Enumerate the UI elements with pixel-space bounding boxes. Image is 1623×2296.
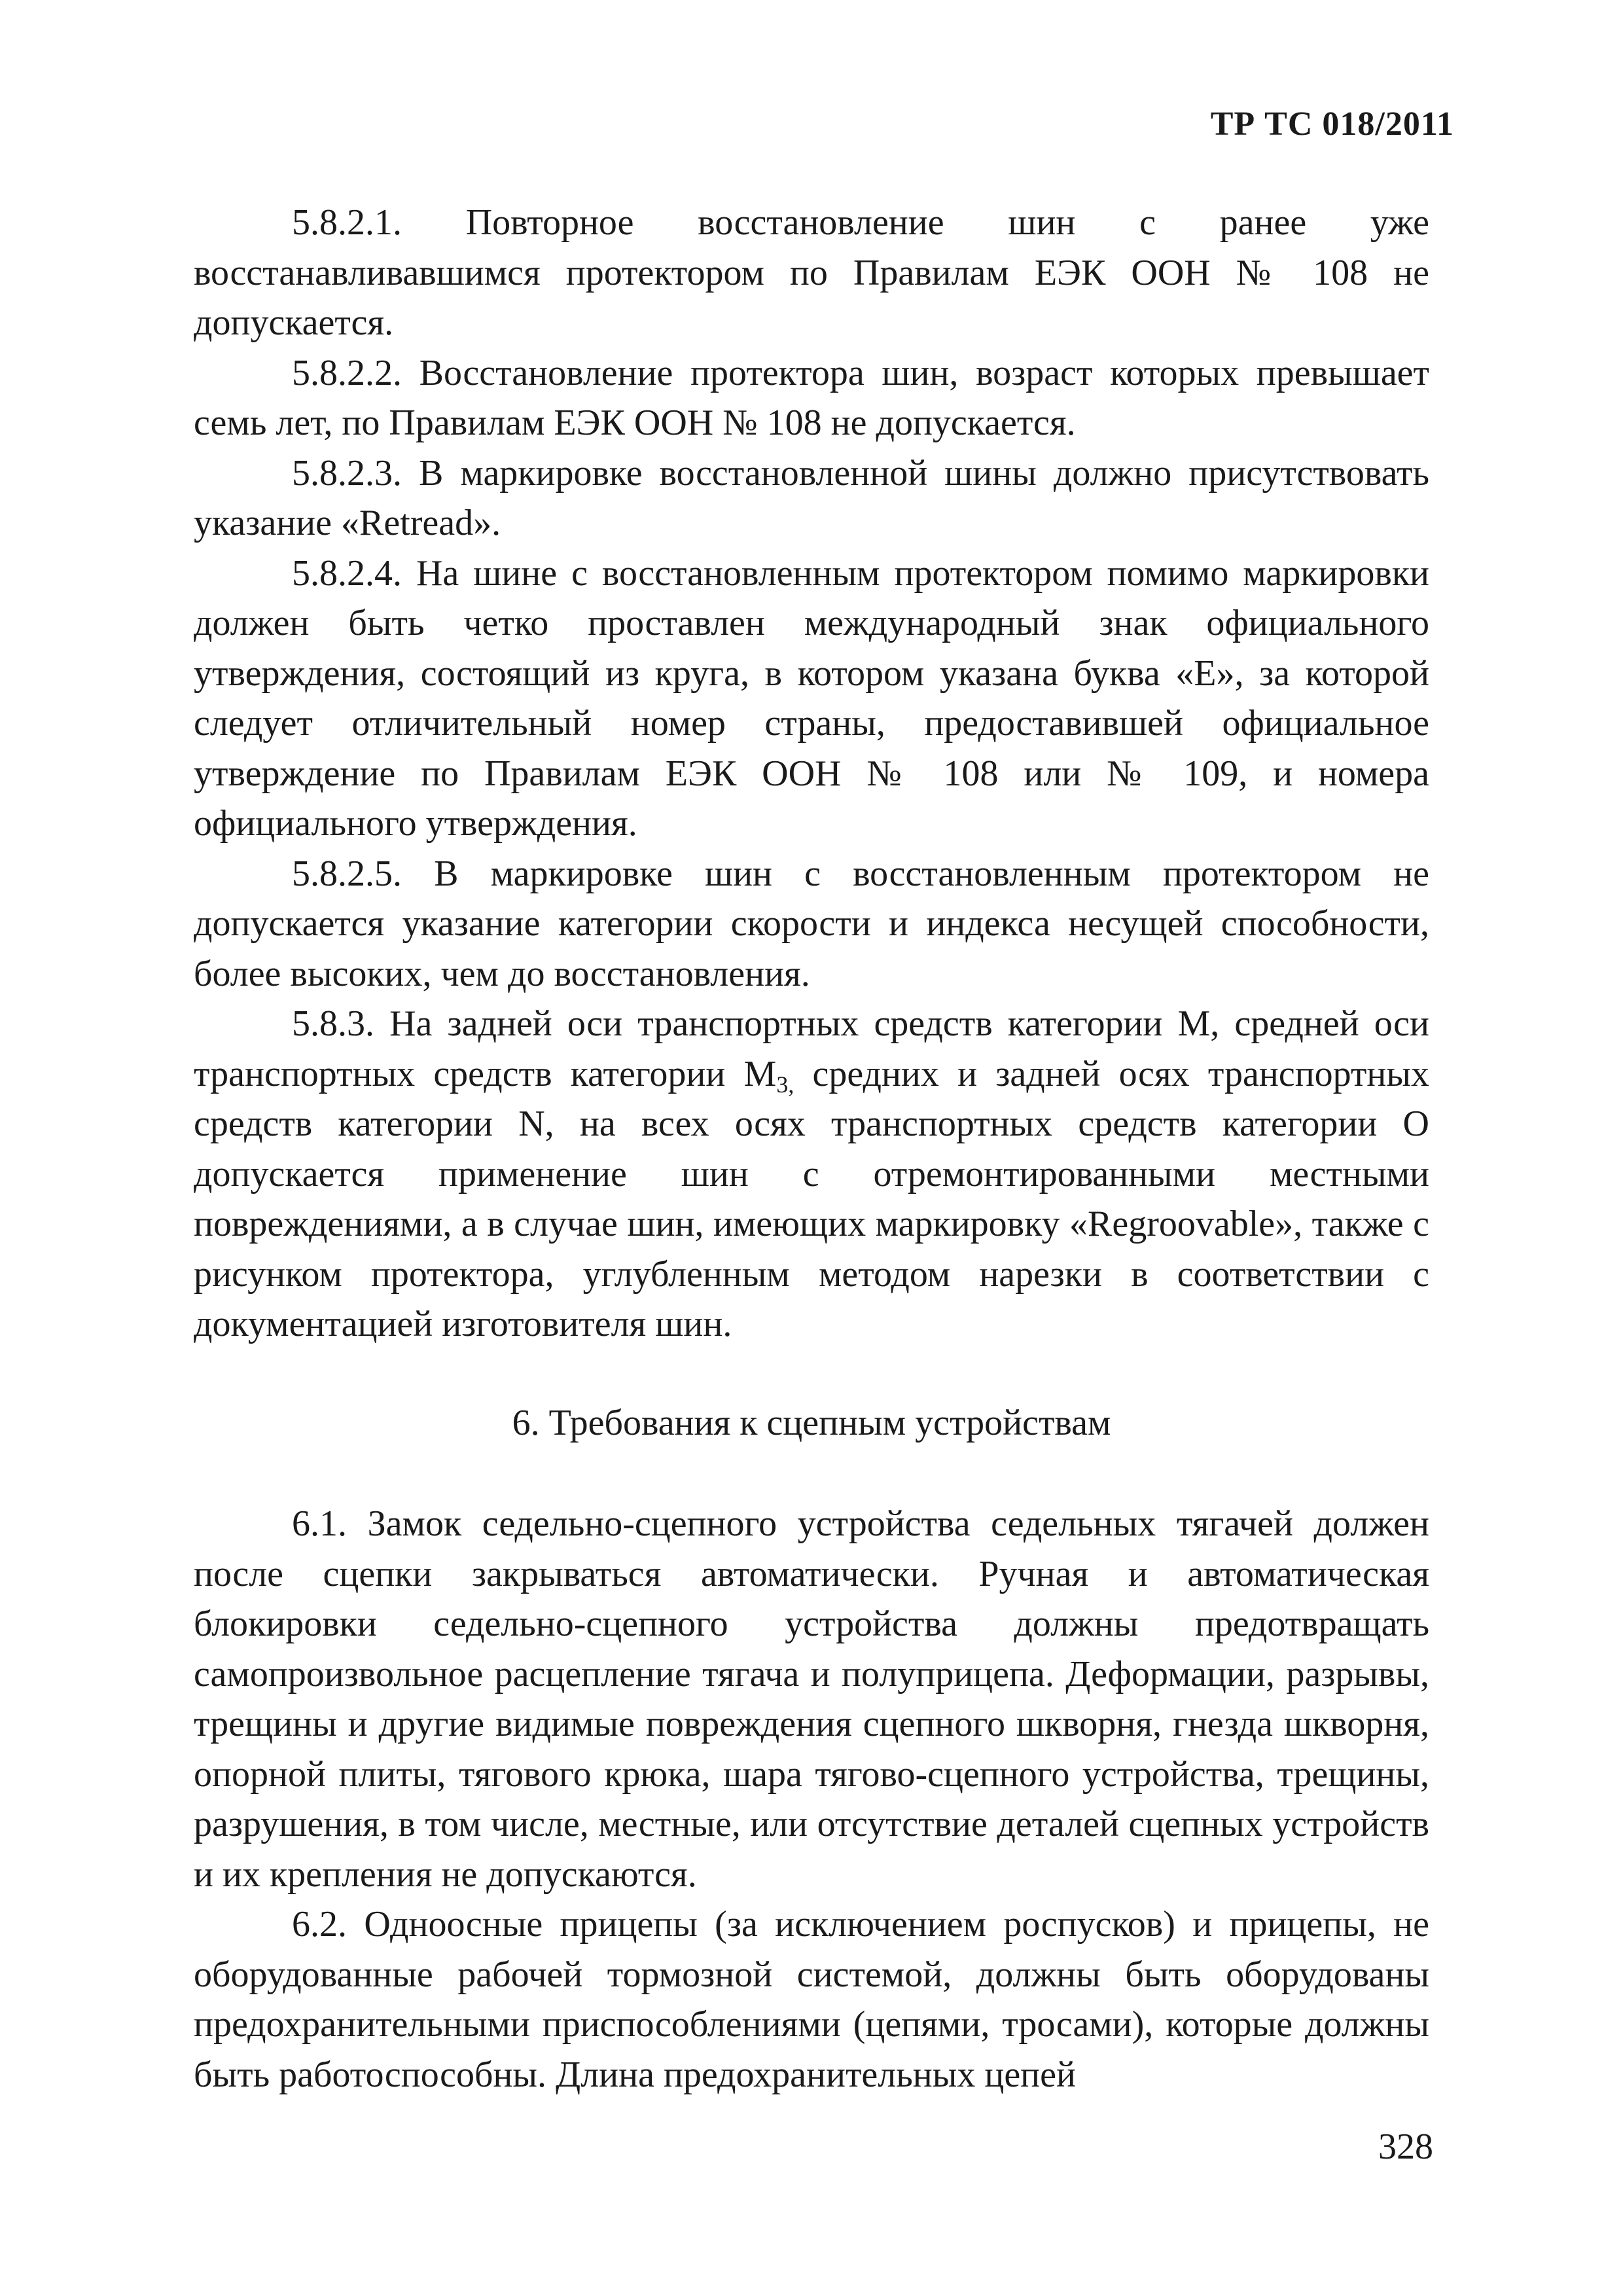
page-number: 328 xyxy=(1378,2126,1433,2167)
paragraph-5-8-3-part2: средних и задней осях транспортных средств категории N, на всех осях транспортных средств категории О допускается применение шин с отремонтированными местными повреждениями, а в случае шин, имеющих маркировку «Regroovable», также с рисунком протектора, углубленным методом нарезки в соответствии с документацией изготовителя шин. xyxy=(194,1053,1429,1344)
paragraph-6-2: 6.2. Одноосные прицепы (за исключением роспусков) и прицепы, не оборудованные рабочей тормозной системой, должны быть оборудованы предохранительными приспособлениями (цепями, тросами), которые должны быть работоспособны. Длина предохранительных цепей xyxy=(194,1904,1429,2095)
document-code: ТР ТС 018/2011 xyxy=(1210,105,1454,143)
paragraph-6-1: 6.1. Замок седельно-сцепного устройства седельных тягачей должен после сцепки закрываться автоматически. Ручная и автоматическая блокировки седельно-сцепного устройства должны предотвращать самопроизвольное расцепление тягача и полуприцепа. Деформации, разрывы, трещины и другие видимые повреждения сцепного шкворня, гнезда шкворня, опорной плиты, тягового крюка, шара тягово-сцепного устройства, трещины, разрушения, в том числе, местные, или отсутствие деталей сцепных устройств и их крепления не допускаются. xyxy=(194,1503,1429,1895)
paragraph-5-8-2-3: 5.8.2.3. В маркировке восстановленной шины должно присутствовать указание «Retread». xyxy=(194,452,1429,543)
paragraph-5-8-3-part1: 5.8.3. На задней оси транспортных средств категории М, средней оси транспортных средств категории М xyxy=(194,1003,1429,1094)
paragraph-5-8-3 xyxy=(194,999,1429,1350)
paragraph-5-8-2-2: 5.8.2.2. Восстановление протектора шин, возраст которых превышает семь лет, по Правилам ЕЭК ООН № 108 не допускается. xyxy=(194,352,1429,443)
paragraph-5-8-2-5: 5.8.2.5. В маркировке шин с восстановленным протектором не допускается указание категории скорости и индекса несущей способности, более высоких, чем до восстановления. xyxy=(194,853,1429,994)
paragraph-5-8-2-1: 5.8.2.1. Повторное восстановление шин с ранее уже восстанавливавшимся протектором по Правилам ЕЭК ООН № 108 не допускается. xyxy=(194,202,1429,343)
paragraph-5-8-2-4: 5.8.2.4. На шине с восстановленным протектором помимо маркировки должен быть четко проставлен международный знак официального утверждения, состоящий из круга, в котором указана буква «Е», за которой следует отличительный номер страны, предоставившей официальное утверждение по Правилам ЕЭК ООН № 108 или № 109, и номера официального утверждения. xyxy=(194,552,1429,844)
section-heading-6: 6. Требования к сцепным устройствам xyxy=(512,1402,1111,1443)
document-body xyxy=(194,198,1429,2100)
category-subscript: 3, xyxy=(776,1071,794,1098)
